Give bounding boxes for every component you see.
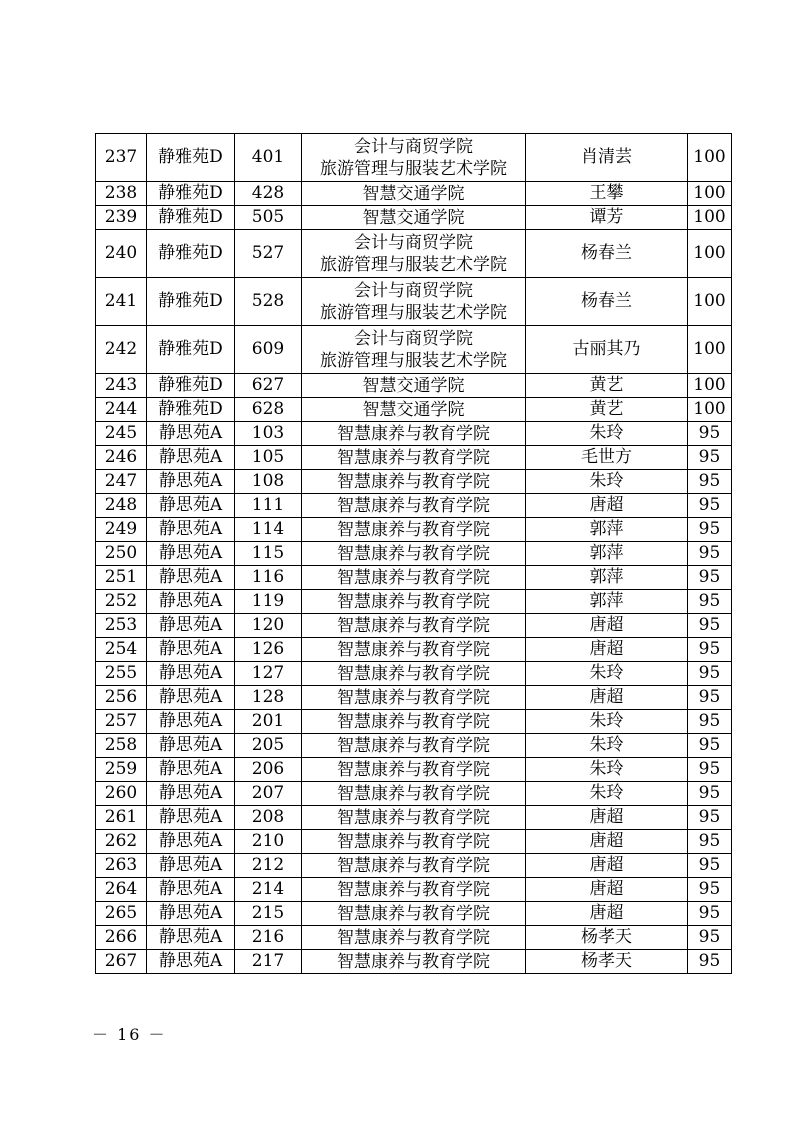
college-name: 智慧交通学院 [362,183,465,204]
table-row [96,494,732,518]
building-cell: 静思苑A [147,542,235,566]
college-name: 旅游管理与服装艺术学院 [320,254,507,275]
room-cell: 126 [235,638,302,662]
college-name: 智慧康养与教育学院 [337,495,490,516]
table-row [96,878,732,902]
score-cell: 95 [688,854,732,878]
building-cell: 静思苑A [147,566,235,590]
staff-name-cell: 肖清芸 [526,134,688,182]
room-cell: 116 [235,566,302,590]
college-name: 会计与商贸学院 [354,280,473,301]
row-number: 242 [96,326,147,374]
table-row [96,182,732,206]
college-name: 智慧康养与教育学院 [337,735,490,756]
college-cell [302,398,526,422]
college-name: 会计与商贸学院 [354,328,473,349]
score-cell: 95 [688,494,732,518]
building-cell: 静雅苑D [147,326,235,374]
table-row [96,326,732,374]
room-cell: 120 [235,614,302,638]
building-cell: 静思苑A [147,686,235,710]
college-cell [302,614,526,638]
table-row [96,686,732,710]
score-cell: 100 [688,230,732,278]
row-number: 238 [96,182,147,206]
college-cell [302,638,526,662]
college-name: 旅游管理与服装艺术学院 [320,158,507,179]
room-cell: 205 [235,734,302,758]
college-name: 智慧交通学院 [362,399,465,420]
college-cell [302,446,526,470]
room-cell: 401 [235,134,302,182]
college-name: 旅游管理与服装艺术学院 [320,302,507,323]
staff-name-cell: 唐超 [526,854,688,878]
table-row [96,710,732,734]
college-name: 智慧康养与教育学院 [337,951,490,972]
room-cell: 527 [235,230,302,278]
building-cell: 静思苑A [147,422,235,446]
room-cell: 505 [235,206,302,230]
building-cell: 静思苑A [147,734,235,758]
building-cell: 静思苑A [147,590,235,614]
score-cell: 100 [688,278,732,326]
score-cell: 95 [688,806,732,830]
row-number: 263 [96,854,147,878]
room-cell: 114 [235,518,302,542]
row-number: 250 [96,542,147,566]
row-number: 267 [96,950,147,974]
building-cell: 静雅苑D [147,398,235,422]
room-cell: 216 [235,926,302,950]
college-name: 智慧交通学院 [362,207,465,228]
building-cell: 静雅苑D [147,374,235,398]
room-cell: 127 [235,662,302,686]
staff-name-cell: 谭芳 [526,206,688,230]
room-cell: 528 [235,278,302,326]
table-row [96,830,732,854]
room-cell: 217 [235,950,302,974]
building-cell: 静雅苑D [147,230,235,278]
staff-name-cell: 郭萍 [526,518,688,542]
table-row [96,806,732,830]
building-cell: 静思苑A [147,638,235,662]
college-name: 智慧交通学院 [362,375,465,396]
room-cell: 207 [235,782,302,806]
college-name: 智慧康养与教育学院 [337,471,490,492]
building-cell: 静思苑A [147,950,235,974]
building-cell: 静思苑A [147,782,235,806]
college-cell [302,782,526,806]
staff-name-cell: 古丽其乃 [526,326,688,374]
room-cell: 201 [235,710,302,734]
room-cell: 214 [235,878,302,902]
row-number: 240 [96,230,147,278]
score-cell: 95 [688,518,732,542]
room-cell: 103 [235,422,302,446]
college-name: 智慧康养与教育学院 [337,519,490,540]
row-number: 256 [96,686,147,710]
table-row [96,230,732,278]
building-cell: 静思苑A [147,470,235,494]
row-number: 259 [96,758,147,782]
staff-name-cell: 朱玲 [526,734,688,758]
row-number: 252 [96,590,147,614]
table-row [96,134,732,182]
college-cell [302,326,526,374]
staff-name-cell: 王攀 [526,182,688,206]
table-row [96,518,732,542]
row-number: 255 [96,662,147,686]
college-cell [302,542,526,566]
row-number: 265 [96,902,147,926]
table-row [96,734,732,758]
row-number: 246 [96,446,147,470]
row-number: 249 [96,518,147,542]
table-row [96,446,732,470]
staff-name-cell: 朱玲 [526,710,688,734]
staff-name-cell: 朱玲 [526,662,688,686]
score-cell: 95 [688,686,732,710]
college-name: 智慧康养与教育学院 [337,447,490,468]
college-cell [302,734,526,758]
staff-name-cell: 唐超 [526,686,688,710]
college-cell [302,710,526,734]
building-cell: 静思苑A [147,830,235,854]
score-cell: 100 [688,326,732,374]
staff-name-cell: 唐超 [526,638,688,662]
staff-name-cell: 朱玲 [526,758,688,782]
college-name: 会计与商贸学院 [354,136,473,157]
staff-name-cell: 唐超 [526,878,688,902]
row-number: 244 [96,398,147,422]
score-cell: 100 [688,398,732,422]
college-cell [302,590,526,614]
score-cell: 100 [688,374,732,398]
college-cell [302,662,526,686]
score-cell: 95 [688,638,732,662]
staff-name-cell: 唐超 [526,806,688,830]
table-row [96,758,732,782]
table-row [96,782,732,806]
college-name: 智慧康养与教育学院 [337,639,490,660]
building-cell: 静雅苑D [147,278,235,326]
staff-name-cell: 杨春兰 [526,278,688,326]
table-row [96,590,732,614]
college-name: 智慧康养与教育学院 [337,783,490,804]
staff-name-cell: 黄艺 [526,398,688,422]
row-number: 261 [96,806,147,830]
building-cell: 静雅苑D [147,206,235,230]
college-cell [302,494,526,518]
building-cell: 静思苑A [147,710,235,734]
room-cell: 111 [235,494,302,518]
college-cell [302,566,526,590]
row-number: 245 [96,422,147,446]
college-cell [302,518,526,542]
score-cell: 100 [688,134,732,182]
college-name: 会计与商贸学院 [354,232,473,253]
college-cell [302,206,526,230]
college-name: 智慧康养与教育学院 [337,831,490,852]
row-number: 237 [96,134,147,182]
row-number: 253 [96,614,147,638]
staff-name-cell: 郭萍 [526,590,688,614]
table-body [96,134,732,974]
row-number: 258 [96,734,147,758]
table-row [96,374,732,398]
building-cell: 静思苑A [147,518,235,542]
score-cell: 100 [688,182,732,206]
college-cell [302,278,526,326]
college-name: 智慧康养与教育学院 [337,759,490,780]
staff-name-cell: 杨孝天 [526,950,688,974]
room-cell: 208 [235,806,302,830]
score-cell: 95 [688,734,732,758]
staff-name-cell: 朱玲 [526,782,688,806]
building-cell: 静思苑A [147,902,235,926]
table-row [96,638,732,662]
college-cell [302,686,526,710]
table-row [96,662,732,686]
room-cell: 119 [235,590,302,614]
row-number: 262 [96,830,147,854]
college-name: 智慧康养与教育学院 [337,807,490,828]
score-cell: 95 [688,830,732,854]
row-number: 254 [96,638,147,662]
row-number: 266 [96,926,147,950]
college-name: 智慧康养与教育学院 [337,711,490,732]
staff-name-cell: 朱玲 [526,422,688,446]
room-cell: 609 [235,326,302,374]
room-cell: 210 [235,830,302,854]
staff-name-cell: 唐超 [526,830,688,854]
staff-name-cell: 唐超 [526,494,688,518]
building-cell: 静思苑A [147,806,235,830]
college-name: 智慧康养与教育学院 [337,855,490,876]
room-cell: 628 [235,398,302,422]
college-cell [302,854,526,878]
building-cell: 静思苑A [147,758,235,782]
building-cell: 静雅苑D [147,134,235,182]
table-row [96,854,732,878]
score-cell: 95 [688,542,732,566]
score-cell: 95 [688,662,732,686]
college-cell [302,758,526,782]
score-cell: 95 [688,590,732,614]
table-row [96,902,732,926]
row-number: 247 [96,470,147,494]
table-row [96,566,732,590]
college-name: 智慧康养与教育学院 [337,687,490,708]
page-number: － 16 － [92,1025,167,1044]
college-cell [302,926,526,950]
college-cell [302,950,526,974]
staff-name-cell: 唐超 [526,902,688,926]
row-number: 241 [96,278,147,326]
room-cell: 128 [235,686,302,710]
table-row [96,614,732,638]
room-cell: 428 [235,182,302,206]
staff-name-cell: 郭萍 [526,566,688,590]
row-number: 248 [96,494,147,518]
college-name: 智慧康养与教育学院 [337,615,490,636]
college-name: 智慧康养与教育学院 [337,663,490,684]
room-cell: 105 [235,446,302,470]
college-cell [302,830,526,854]
building-cell: 静思苑A [147,662,235,686]
score-cell: 100 [688,206,732,230]
score-cell: 95 [688,446,732,470]
table-row [96,542,732,566]
college-cell [302,806,526,830]
score-cell: 95 [688,950,732,974]
college-name: 智慧康养与教育学院 [337,879,490,900]
college-cell [302,422,526,446]
table-row [96,926,732,950]
table-row [96,278,732,326]
building-cell: 静思苑A [147,494,235,518]
score-cell: 95 [688,710,732,734]
college-name: 智慧康养与教育学院 [337,927,490,948]
row-number: 239 [96,206,147,230]
college-name: 智慧康养与教育学院 [337,543,490,564]
dormitory-score-table [95,133,732,974]
college-cell [302,878,526,902]
college-name: 智慧康养与教育学院 [337,567,490,588]
score-cell: 95 [688,782,732,806]
college-cell [302,182,526,206]
college-cell [302,902,526,926]
building-cell: 静雅苑D [147,182,235,206]
building-cell: 静思苑A [147,854,235,878]
table-row [96,422,732,446]
college-cell [302,230,526,278]
staff-name-cell: 郭萍 [526,542,688,566]
row-number: 264 [96,878,147,902]
staff-name-cell: 唐超 [526,614,688,638]
table-row [96,470,732,494]
row-number: 260 [96,782,147,806]
room-cell: 215 [235,902,302,926]
college-name: 智慧康养与教育学院 [337,903,490,924]
college-name: 智慧康养与教育学院 [337,423,490,444]
table-row [96,950,732,974]
staff-name-cell: 毛世方 [526,446,688,470]
college-cell [302,470,526,494]
score-cell: 95 [688,758,732,782]
college-cell [302,134,526,182]
college-cell [302,374,526,398]
college-name: 智慧康养与教育学院 [337,591,490,612]
staff-name-cell: 杨春兰 [526,230,688,278]
building-cell: 静思苑A [147,878,235,902]
score-cell: 95 [688,926,732,950]
room-cell: 108 [235,470,302,494]
room-cell: 212 [235,854,302,878]
staff-name-cell: 黄艺 [526,374,688,398]
table-row [96,398,732,422]
staff-name-cell: 杨孝天 [526,926,688,950]
score-cell: 95 [688,470,732,494]
staff-name-cell: 朱玲 [526,470,688,494]
table-row [96,206,732,230]
building-cell: 静思苑A [147,446,235,470]
college-name: 旅游管理与服装艺术学院 [320,350,507,371]
score-cell: 95 [688,566,732,590]
building-cell: 静思苑A [147,926,235,950]
score-cell: 95 [688,614,732,638]
room-cell: 206 [235,758,302,782]
building-cell: 静思苑A [147,614,235,638]
row-number: 243 [96,374,147,398]
score-cell: 95 [688,422,732,446]
score-cell: 95 [688,902,732,926]
room-cell: 115 [235,542,302,566]
row-number: 257 [96,710,147,734]
room-cell: 627 [235,374,302,398]
row-number: 251 [96,566,147,590]
score-cell: 95 [688,878,732,902]
